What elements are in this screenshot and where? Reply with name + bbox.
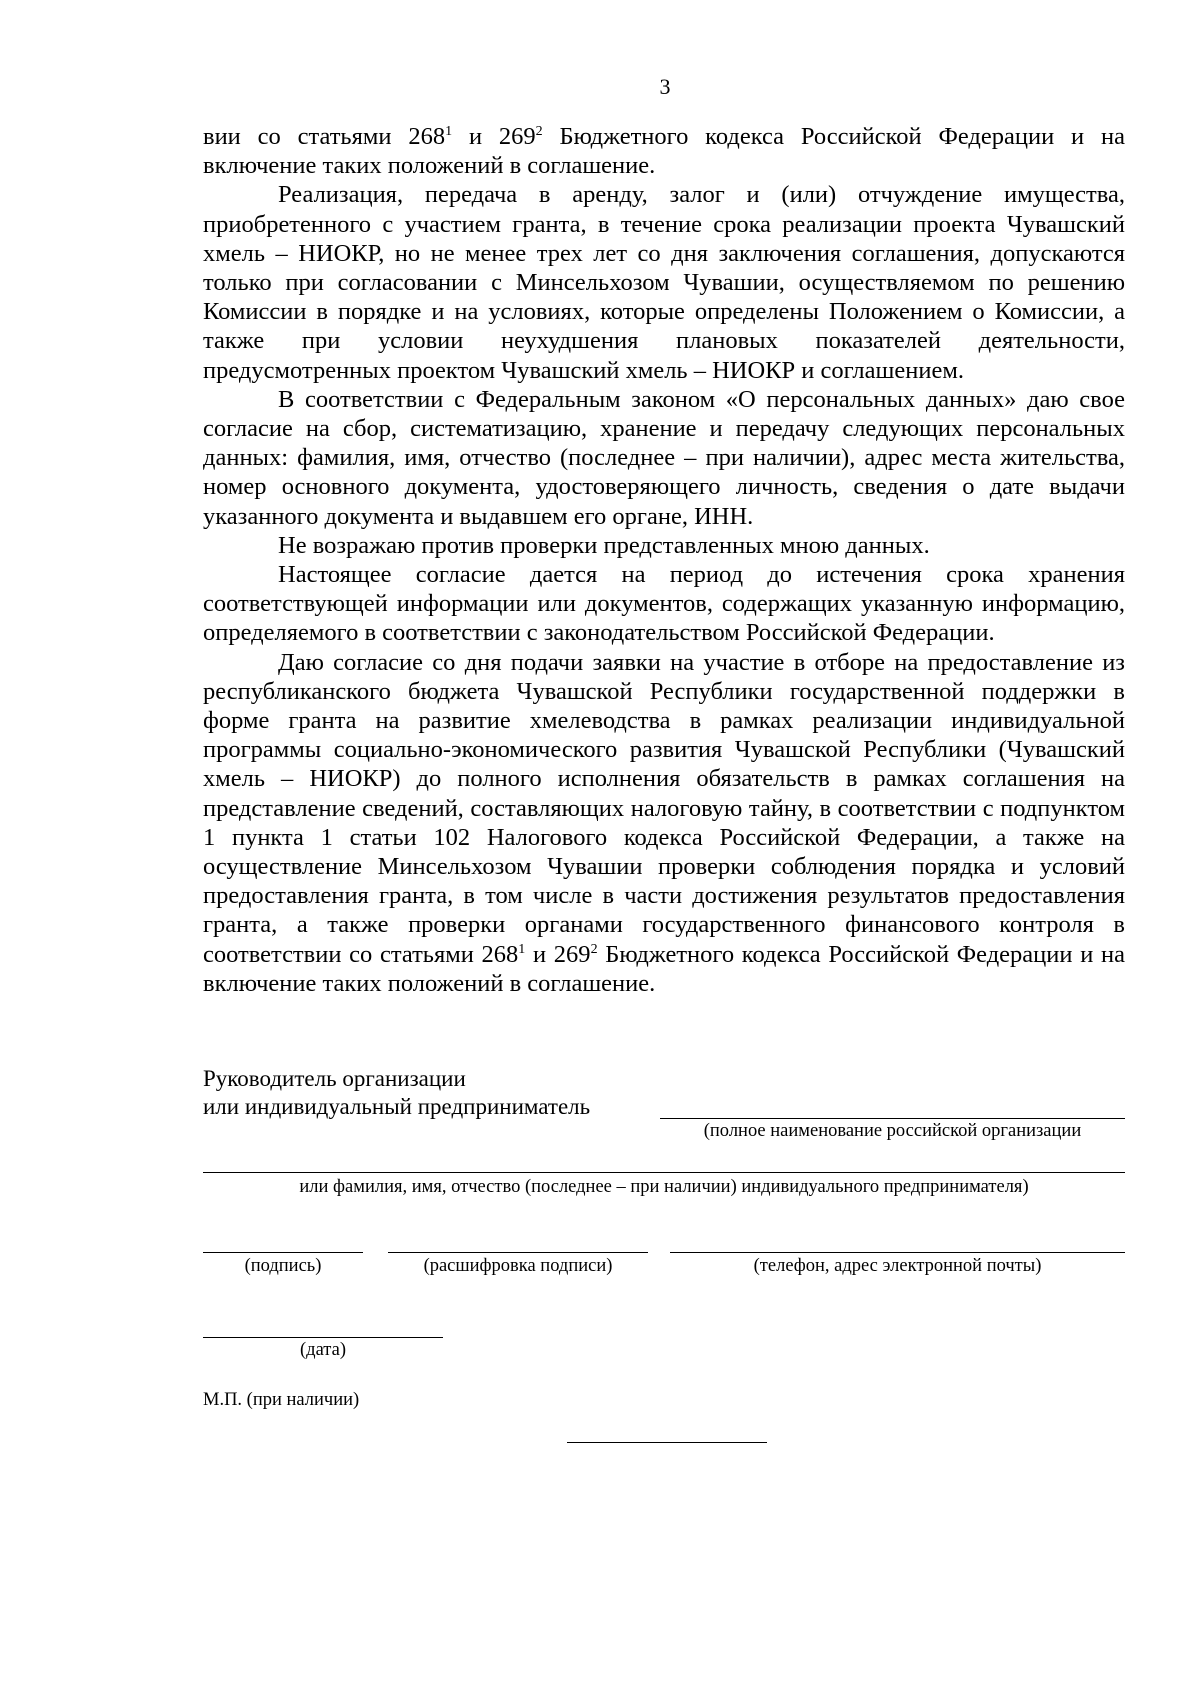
signatory-heading-line2: или индивидуальный предприниматель xyxy=(203,1094,591,1119)
paragraph-tax-secret-consent: Даю согласие со дня подачи заявки на участие в отборе на предоставление из республиканского бюджета Чувашской Республики государственной поддержки в форме гранта на развитие хмелеводства в рамках реализации индивидуальной программы социально-экономического развития Чувашской Республики (Чувашский хмель – НИОКР) до полного исполнения обязательств в рамках соглашения на представление сведений, составляющих налоговую тайну, в соответствии с подпунктом 1 пункта 1 статьи 102 Налогового кодекса Российской Федерации, а также на осуществление Минсельхозом Чувашии проверки соблюдения порядка и условий предоставления гранта, в том числе в части достижения результатов предоставления гранта, а также проверки органами государственного финансового контроля в соответствии со статьями $268^1$ и $269^2$ Бюджетного кодекса Российской Федерации и на включение таких положений в соглашение. xyxy=(203,648,1125,997)
signatory-heading-line1: Руководитель организации xyxy=(203,1066,466,1091)
fio-line xyxy=(203,1172,1125,1173)
signature-decoding-caption: (расшифровка подписи) xyxy=(423,1256,613,1276)
paragraph-personal-data-consent: В соответствии с Федеральным законом «О персональных данных» даю свое согласие на сбор, систематизацию, хранение и передачу следующих персональных данных: фамилия, имя, отчество (последнее – при наличии), адрес места жительства, номер основного документа, удостоверяющего личность, сведения о дате выдачи указанного документа и выдавшем его органе, ИНН. xyxy=(203,385,1125,530)
signature-line xyxy=(203,1252,363,1253)
org-name-line xyxy=(660,1118,1125,1119)
contacts-line xyxy=(670,1252,1125,1253)
date-line xyxy=(203,1337,443,1338)
date-caption: (дата) xyxy=(300,1340,346,1360)
contacts-caption: (телефон, адрес электронной почты) xyxy=(753,1256,1042,1276)
document-body xyxy=(203,122,1125,998)
fio-caption: или фамилия, имя, отчество (последнее – при наличии) индивидуального предпринимателя) xyxy=(299,1177,1029,1197)
org-name-caption: (полное наименование российской организации xyxy=(703,1121,1082,1141)
end-separator xyxy=(567,1442,767,1443)
stamp-caption: М.П. (при наличии) xyxy=(203,1390,360,1410)
paragraph-verification: Не возражаю против проверки представленных мною данных. xyxy=(278,531,930,559)
signature-decoding-line xyxy=(388,1252,648,1253)
paragraph-continuation: вии со статьями $268^1$ и $269^2$ Бюджетного кодекса Российской Федерации и на включение таких положений в соглашение. xyxy=(203,123,1125,180)
paragraph-consent-period: Настоящее согласие дается на период до истечения срока хранения соответствующей информации или документов, содержащих указанную информацию, определяемого в соответствии с законодательством Российской Федерации. xyxy=(203,561,1125,647)
signature-caption: (подпись) xyxy=(244,1256,322,1276)
page-number: 3 xyxy=(659,74,671,99)
paragraph-property-disposal: Реализация, передача в аренду, залог и (или) отчуждение имущества, приобретенного с участием гранта, в течение срока реализации проекта Чувашский хмель – НИОКР, но не менее трех лет со дня заключения соглашения, допускаются только при согласовании с Минсельхозом Чувашии, осуществляемом по решению Комиссии в порядке и на условиях, которые определены Положением о Комиссии, а также при условии неухудшения плановых показателей деятельности, предусмотренных проектом Чувашский хмель – НИОКР и соглашением. xyxy=(203,181,1125,384)
